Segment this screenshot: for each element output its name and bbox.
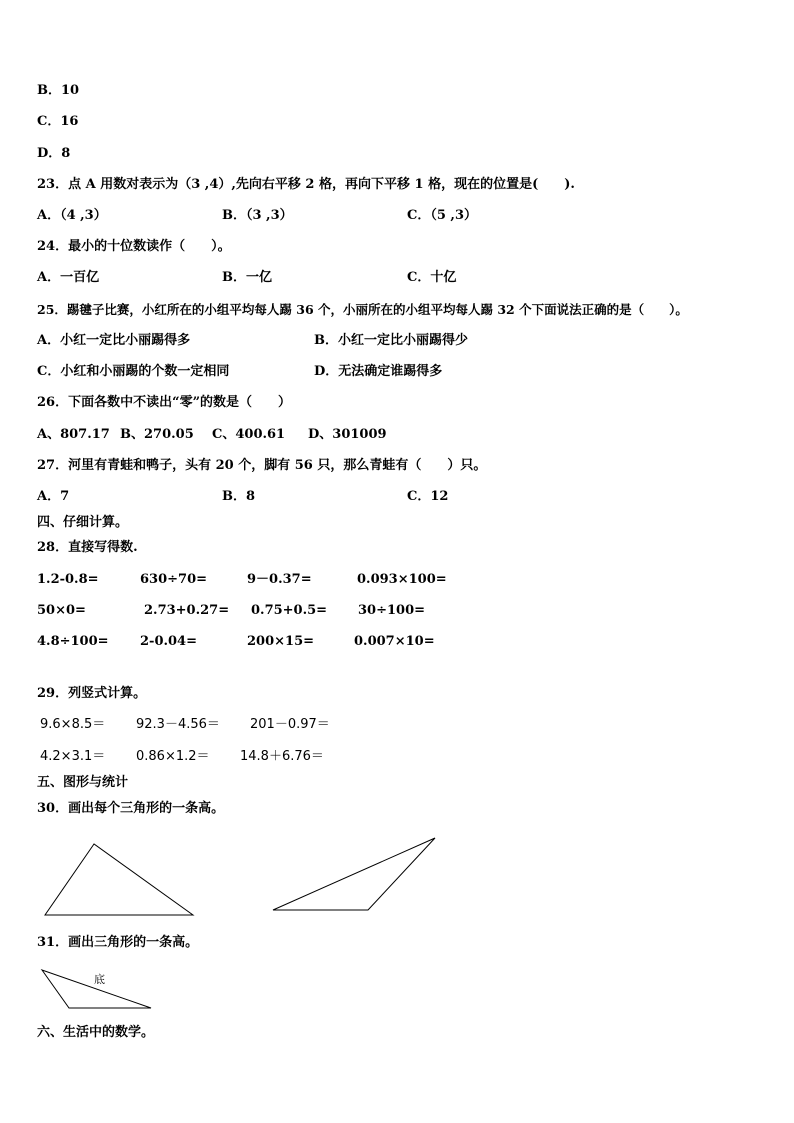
q26-option-b: B、270.05 bbox=[120, 427, 194, 442]
q31-stem: 31．画出三角形的一条高。 bbox=[37, 935, 199, 950]
q27-option-a: A．7 bbox=[37, 489, 70, 504]
q28-cell: 0.75+0.5= bbox=[251, 603, 328, 618]
q28-cell: 0.007×10= bbox=[354, 634, 435, 649]
q28-cell: 2-0.04= bbox=[140, 634, 197, 649]
section-5-heading: 五、图形与统计 bbox=[37, 775, 129, 790]
q28-cell: 2.73+0.27= bbox=[144, 603, 230, 618]
q29-cell: 9.6×8.5＝ bbox=[40, 717, 106, 732]
q24-stem: 24．最小的十位数读作（ ）。 bbox=[37, 239, 231, 254]
q28-cell: 30÷100= bbox=[358, 603, 426, 618]
q25-option-a: A．小红一定比小丽踢得多 bbox=[37, 333, 191, 348]
q27-stem: 27．河里有青蛙和鸭子，头有 20 个，脚有 56 只，那么青蛙有（ ）只。 bbox=[37, 458, 487, 473]
q27-option-b: B．8 bbox=[222, 489, 256, 504]
q29-cell: 0.86×1.2＝ bbox=[136, 749, 210, 764]
q26-option-d: D、301009 bbox=[308, 427, 387, 442]
base-label: 底 bbox=[94, 973, 105, 986]
q28-cell: 50×0= bbox=[37, 603, 86, 618]
q30-stem: 30．画出每个三角形的一条高。 bbox=[37, 801, 225, 816]
q28-cell: 9－0.37= bbox=[247, 572, 312, 587]
q29-stem: 29．列竖式计算。 bbox=[37, 686, 147, 701]
q28-stem: 28．直接写得数. bbox=[37, 540, 138, 555]
q28-cell: 4.8÷100= bbox=[37, 634, 109, 649]
q24-option-c: C．十亿 bbox=[407, 270, 457, 285]
section-4-heading: 四、仔细计算。 bbox=[37, 515, 129, 530]
q26-stem: 26．下面各数中不读出“零”的数是（ ） bbox=[37, 395, 292, 410]
q28-cell: 1.2-0.8= bbox=[37, 572, 99, 587]
q26-option-c: C、400.61 bbox=[212, 427, 286, 442]
q23-stem: 23．点 A 用数对表示为（3 ,4）,先向右平移 2 格，再向下平移 1 格，现在的位置是( ). bbox=[37, 177, 575, 192]
q25-option-c: C．小红和小丽踢的个数一定相同 bbox=[37, 364, 230, 379]
q29-cell: 4.2×3.1＝ bbox=[40, 749, 106, 764]
option-d: D．8 bbox=[37, 146, 71, 161]
q28-cell: 630÷70= bbox=[140, 572, 208, 587]
q27-option-c: C．12 bbox=[407, 489, 449, 504]
q25-option-d: D．无法确定谁踢得多 bbox=[314, 364, 443, 379]
q29-cell: 92.3－4.56＝ bbox=[136, 717, 220, 732]
option-c: C．16 bbox=[37, 114, 79, 129]
q29-cell: 14.8＋6.76＝ bbox=[240, 749, 324, 764]
q25-stem: 25．踢毽子比赛，小红所在的小组平均每人踢 36 个，小丽所在的小组平均每人踢 32 个下面说法正确的是（ ）。 bbox=[37, 302, 688, 317]
q28-cell: 200×15= bbox=[247, 634, 315, 649]
q26-option-a: A、807.17 bbox=[37, 427, 110, 442]
triangle-1[interactable] bbox=[45, 844, 193, 915]
q23-option-a: A．（4 ,3） bbox=[37, 208, 107, 223]
q23-option-c: C．（5 ,3） bbox=[407, 208, 477, 223]
section-6-heading: 六、生活中的数学。 bbox=[37, 1025, 155, 1040]
q24-option-a: A．一百亿 bbox=[37, 270, 100, 285]
q29-cell: 201－0.97＝ bbox=[250, 717, 330, 732]
q25-option-b: B．小红一定比小丽踢得少 bbox=[314, 333, 468, 348]
q24-option-b: B．一亿 bbox=[222, 270, 272, 285]
option-b: B．10 bbox=[37, 83, 80, 98]
q23-option-b: B．（3 ,3） bbox=[222, 208, 293, 223]
q28-cell: 0.093×100= bbox=[357, 572, 447, 587]
triangle-2[interactable] bbox=[273, 838, 435, 910]
